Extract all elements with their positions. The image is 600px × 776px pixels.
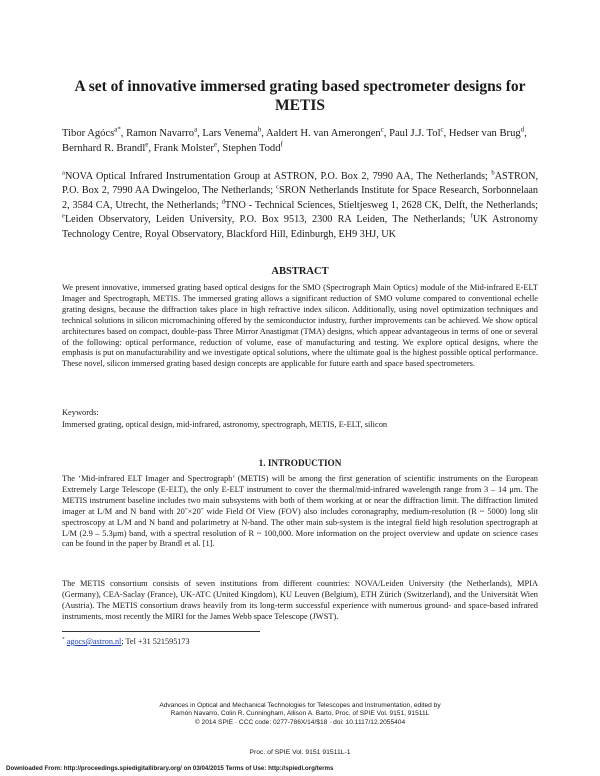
footnote-rule (62, 631, 260, 632)
affiliations: $^a$NOVA Optical Infrared Instrumentation Group at ASTRON, P.O. Box 2, 7990 AA, The Netherlands; $^b$ASTRON, P.O. Box 2, 7990 AA Dwingeloo, The Netherlands; $^c$SRON Netherlands Institute for Space Research, Sorbonnelaan 2, 3584 CA, Utrecht, the Netherlands; $^d$TNO - Technical Sciences, Stieltjesweg 1, 2628 CK, Delft, the Netherlands; $^e$Leiden Observatory, Leiden University, P.O. Box 9513, 2300 RA Leiden, The Netherlands; $^f$UK Astronomy Technology Centre, Royal Observatory, Blackford Hill, Edinburgh, EH9 3HJ, UK (62, 169, 539, 240)
conference-line: Ramón Navarro, Colin R. Cunningham, Allison A. Barto, Proc. of SPIE Vol. 9151, 91511L (170, 710, 430, 718)
footnote (62, 637, 190, 646)
author: Frank Molster$^e$ (153, 141, 218, 154)
author: Paul J.J. Tol$^c$ (389, 126, 444, 139)
intro-paragraph-1: The ‘Mid-infrared ELT Imager and Spectrograph’ (METIS) will be among the first generation of scientific instruments on the European Extremely Large Telescope (E-ELT), the only E-ELT instrument to cover the thermal/mid-infrared wavelength range from 3 – 14 μm. The METIS instrument baseline includes two main subsystems with both of them working at or near the diffraction limit. The diffraction limited imager at L/M and N band with 20˝×20˝ wide Field Of View (FOV) also includes coronagraphy, medium-resolution (R ~ 5000) long slit spectroscopy at L/M and N band and polarimetry at N-band. The other main sub-system is the integral field high resolution spectrograph at L/M (2.9 – 5.3μm) band, with a spectral resolution of R ~ 100,000. More information on the project overview and update on science cases can be found in the paper by Brandl et al. [1]. (62, 474, 538, 549)
affiliation: SRON Netherlands Institute for Space Research, Sorbonnelaan 2, 3584 CA, Utrecht, the Netherlands; (62, 185, 538, 211)
author-list: Tibor Agócs$^{a*}$, Ramon Navarro$^a$, Lars Venema$^b$, Aaldert H. van Amerongen$^c$, Paul J.J. Tol$^c$, Hedser van Brug$^d$, Bernhard R. Brandl$^e$, Frank Molster$^e$, Stephen Todd$^f$ (62, 126, 527, 154)
affiliation: ASTRON, P.O. Box 2, 7990 AA Dwingeloo, The Netherlands; (62, 171, 539, 197)
email-link[interactable]: agocs@astron.nl (66, 637, 122, 646)
author: Lars Venema$^b$ (202, 126, 262, 139)
intro-paragraph-2: The METIS consortium consists of seven institutions from different countries: NOVA/Leiden University (the Netherlands), MPIA (Germany), CEA-Saclay (France), UK-ATC (United Kingdom), KU Leuven (Belgium), ETH Zürich (Switzerland), and the Universität Wien (Austria). The METIS consortium draws heavily from its long-term successful experience with numerous ground- and space-based infrared instruments, most recently the MIRI for the James Webb space Telescope (JWST). (62, 579, 538, 621)
page-identifier: Proc. of SPIE Vol. 9151 91511L-1 (249, 749, 351, 756)
abstract-text: We present innovative, immersed grating based optical designs for the SMO (Spectrograph Main Optics) module of the Mid-infrared E-ELT Imager and Spectrograph, METIS. The immersed grating allows a significant reduction of SMO volume compared to conventional echelle grating designs, because the diffraction takes place in high refractive index silicon. Additionally, using novel optimization techniques and technical solutions in silicon micromachining offered by the semiconductor industry, further improvements can be achieved. We show optical architectures based on compact, double-pass Three Mirror Anastigmat (TMA) designs, which appear advantageous in terms of one or several of the following: optical performance, reduction of volume, ease of manufacturing and testing. We explore optical designs, where the emphasis is put on manufacturability and we investigate optical solutions, where the ultimate goal is the highest possible optical performance. These novel, silicon immersed grating based design concepts are applicable for future earth and space based spectrometers. (62, 283, 538, 369)
author: Bernhard R. Brandl$^e$ (62, 141, 149, 154)
affiliation: NOVA Optical Infrared Instrumentation Group at ASTRON, P.O. Box 2, 7990 AA, The Netherlands; (64, 171, 488, 182)
affiliation: TNO - Technical Sciences, Stieltjesweg 1, 2628 CK, Delft, the Netherlands; (224, 199, 538, 211)
author: Stephen Todd$^f$ (222, 141, 283, 154)
author: Tibor Agócs$^{a*}$ (62, 126, 121, 139)
download-notice: Downloaded From: http://proceedings.spiedigitallibrary.org/ on 03/04/2015 Terms of Use: http://spiedl.org/terms (6, 765, 334, 772)
footnote-mark: * (62, 636, 65, 643)
keywords-label: Keywords: (62, 408, 99, 417)
abstract-heading: ABSTRACT (271, 266, 329, 277)
keywords-text: Immersed grating, optical design, mid-infrared, astronomy, spectrograph, METIS, E-ELT, silicon (62, 420, 388, 429)
affiliation: Leiden Observatory, Leiden University, P.O. Box 9513, 2300 RA Leiden, The Netherlands; (64, 214, 466, 226)
affiliation: UK Astronomy Technology Centre, Royal Observatory, Blackford Hill, Edinburgh, EH9 3HJ, UK (62, 214, 539, 240)
conference-info (62, 702, 538, 727)
author: Hedser van Brug$^d$ (448, 126, 525, 139)
conference-line: Advances in Optical and Mechanical Technologies for Telescopes and Instrumentation, edited by (159, 702, 441, 709)
paper-title: A set of innovative immersed grating based spectrometer designs for METIS (74, 78, 526, 114)
author: Ramon Navarro$^a$ (126, 126, 198, 139)
author: Aaldert H. van Amerongen$^c$ (265, 126, 384, 139)
footnote-tel: ; Tel +31 521595173 (121, 637, 190, 646)
conference-line: © 2014 SPIE · CCC code: 0277-786X/14/$18 · doi: 10.1117/12.2055404 (194, 718, 406, 726)
section-heading: 1. INTRODUCTION (258, 458, 342, 468)
